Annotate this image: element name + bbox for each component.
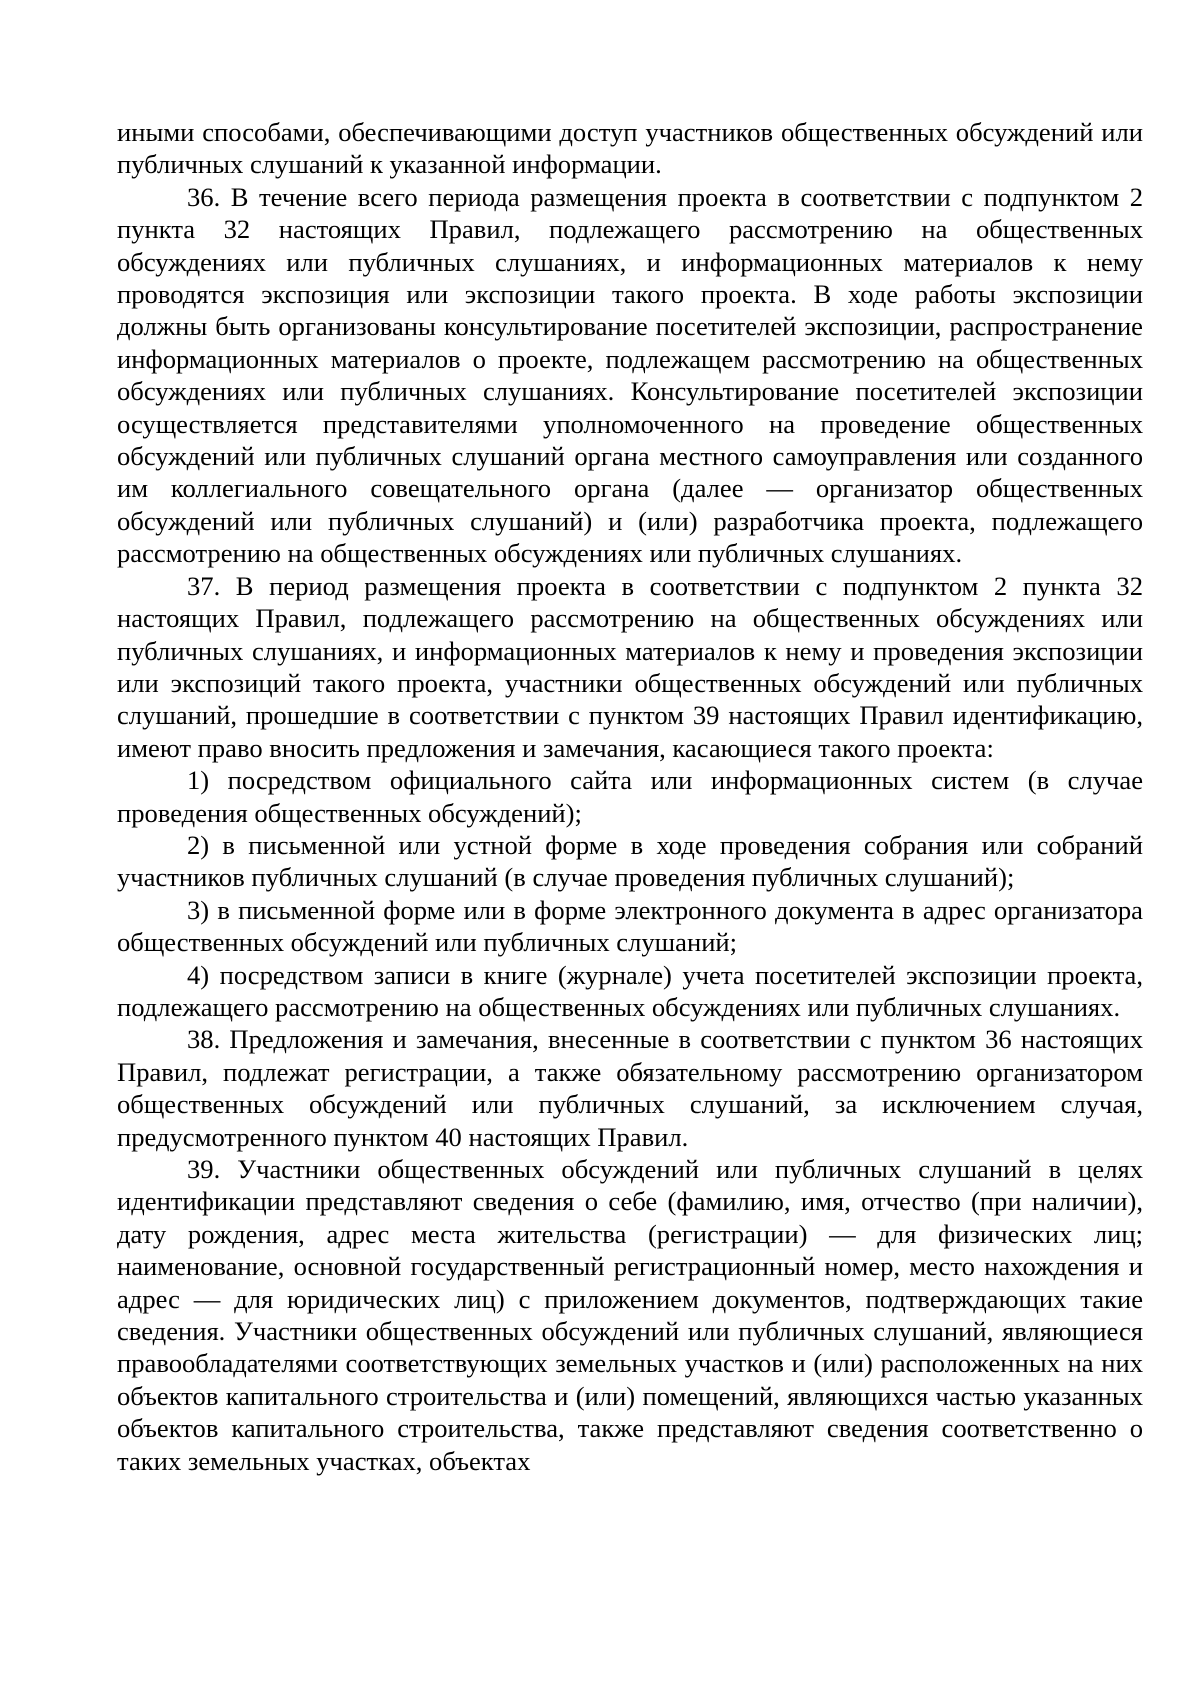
document-page <box>117 116 1143 1477</box>
list-item-2: 2) в письменной или устной форме в ходе проведения собрания или собраний участников публичных слушаний (в случае проведения публичных слушаний); <box>117 829 1143 893</box>
paragraph-36: 36. В течение всего периода размещения проекта в соответствии с подпунктом 2 пункта 32 настоящих Правил, подлежащего рассмотрению на общественных обсуждениях или публичных слушаниях, и информационных материалов к нему проводятся экспозиция или экспозиции такого проекта. В ходе работы экспозиции должны быть организованы консультирование посетителей экспозиции, распространение информационных материалов о проекте, подлежащем рассмотрению на общественных обсуждениях или публичных слушаниях. Консультирование посетителей экспозиции осуществляется представителями уполномоченного на проведение общественных обсуждений или публичных слушаний органа местного самоуправления или созданного им коллегиального совещательного органа (далее — организатор общественных обсуждений или публичных слушаний) и (или) разработчика проекта, подлежащего рассмотрению на общественных обсуждениях или публичных слушаниях. <box>117 181 1143 569</box>
list-item-1: 1) посредством официального сайта или информационных систем (в случае проведения общественных обсуждений); <box>117 765 1143 828</box>
list-item-3: 3) в письменной форме или в форме электронного документа в адрес организатора общественных обсуждений или публичных слушаний; <box>117 894 1143 958</box>
paragraph-38: 38. Предложения и замечания, внесенные в соответствии с пунктом 36 настоящих Правил, подлежат регистрации, а также обязательному рассмотрению организатором общественных обсуждений или публичных слушаний, за исключением случая, предусмотренного пунктом 40 настоящих Правил. <box>117 1024 1143 1152</box>
paragraph-39: 39. Участники общественных обсуждений или публичных слушаний в целях идентификации представляют сведения о себе (фамилию, имя, отчество (при наличии), дату рождения, адрес места жительства (регистрации) — для физических лиц; наименование, основной государственный регистрационный номер, место нахождения и адрес — для юридических лиц) с приложением документов, подтверждающих такие сведения. Участники общественных обсуждений или публичных слушаний, являющиеся правообладателями соответствующих земельных участков и (или) расположенных на них объектов капитального строительства и (или) помещений, являющихся частью указанных объектов капитального строительства, также представляют сведения соответственно о таких земельных участках, объектах <box>117 1154 1143 1476</box>
list-item-4: 4) посредством записи в книге (журнале) учета посетителей экспозиции проекта, подлежащего рассмотрению на общественных обсуждениях или публичных слушаниях. <box>117 959 1143 1022</box>
paragraph-continuation: иными способами, обеспечивающими доступ участников общественных обсуждений или публичных слушаний к указанной информации. <box>117 117 1143 180</box>
paragraph-37: 37. В период размещения проекта в соответствии с подпунктом 2 пункта 32 настоящих Правил, подлежащего рассмотрению на общественных обсуждениях или публичных слушаниях, и информационных материалов к нему и проведения экспозиции или экспозиций такого проекта, участники общественных обсуждений или публичных слушаний, прошедшие в соответствии с пунктом 39 настоящих Правил идентификацию, имеют право вносить предложения и замечания, касающиеся такого проекта: <box>117 570 1143 763</box>
